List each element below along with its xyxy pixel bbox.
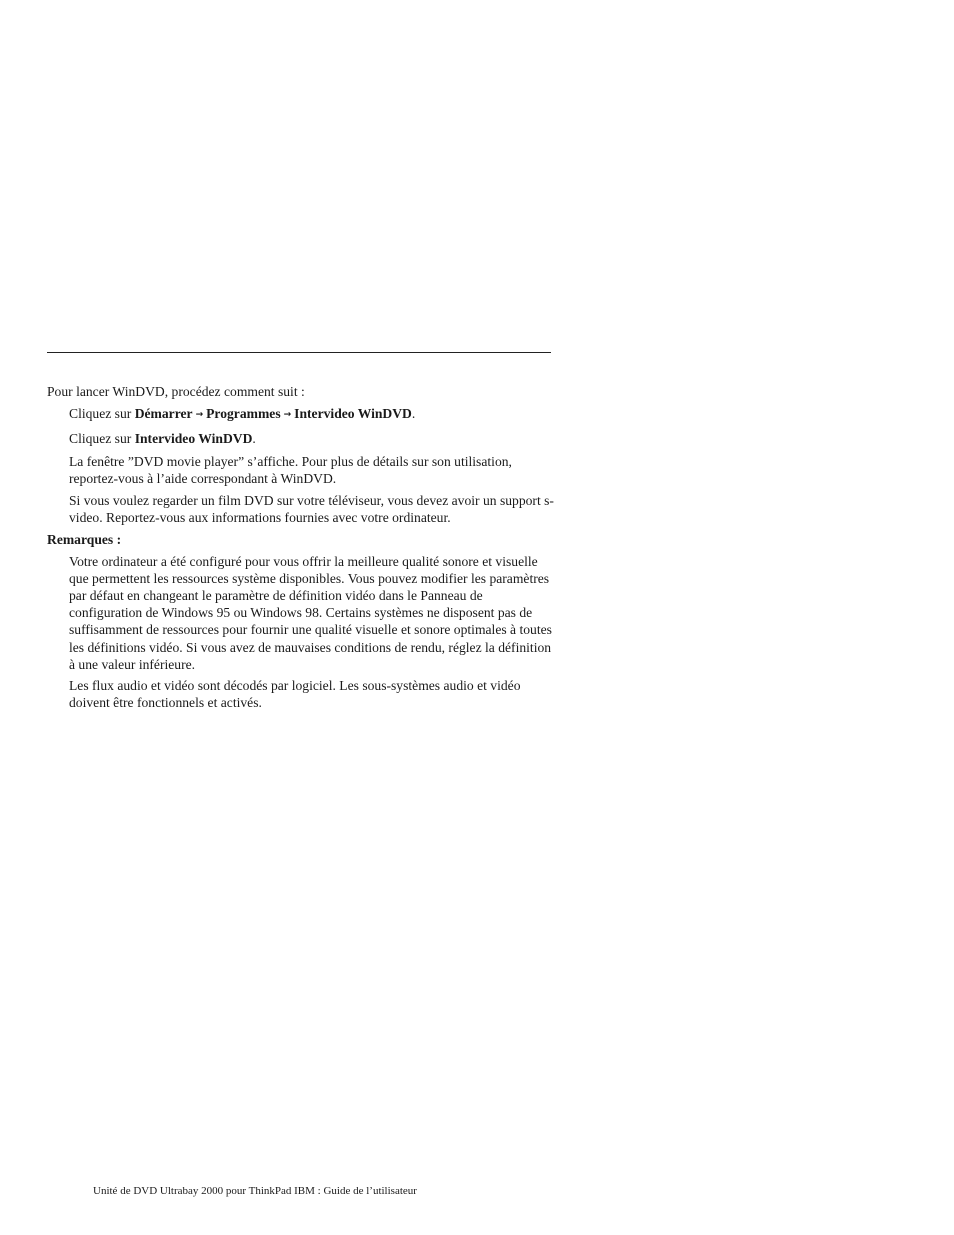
step-tv-svideo: Si vous voulez regarder un film DVD sur votre téléviseur, vous devez avoir un support s-video. Reportez-vous aux informations fournies avec votre ordinateur. (69, 493, 554, 526)
note-decoding: Les flux audio et vidéo sont décodés par logiciel. Les sous-systèmes audio et vidéo doivent être fonctionnels et activés. (69, 678, 521, 711)
menu-app: Intervideo WinDVD (294, 406, 412, 422)
step-prefix: Cliquez sur (69, 431, 135, 447)
menu-programs: Programmes (206, 406, 281, 422)
step-player-window: La fenêtre ”DVD movie player” s’affiche. Pour plus de détails sur son utilisation, reportez-vous à l’aide correspondant à WinDVD. (69, 453, 512, 486)
page-footer: Unité de DVD Ultrabay 2000 pour ThinkPad IBM : Guide de l’utilisateur (93, 1185, 417, 1197)
notes-heading: Remarques : (47, 532, 122, 548)
step-prefix: Cliquez sur (69, 406, 135, 422)
step-suffix: . (252, 431, 256, 447)
intro-text: Pour lancer WinDVD, procédez comment suit : (47, 384, 305, 399)
arrow-right-icon: → (195, 410, 204, 421)
arrow-right-icon: → (283, 410, 292, 421)
menu-start: Démarrer (134, 406, 193, 422)
app-name: Intervideo WinDVD (134, 431, 253, 447)
step-click-app (47, 430, 555, 447)
section-divider (47, 352, 551, 353)
note-quality: Votre ordinateur a été configuré pour vous offrir la meilleure qualité sonore et visuelle que permettent les ressources système disponibles. Vous pouvez modifier les paramètres par défaut en changeant le paramètre de définition vidéo dans le Panneau de configuration de Windows 95 ou Windows 98. Certains systèmes ne disposent pas de suffisamment de ressources pour fournir une qualité visuelle et sonore optimales à toutes les définitions vidéo. Si vous avez de mauvaises conditions de rendu, réglez la définition à une valeur inférieure. (69, 553, 552, 672)
step-start-menu (47, 405, 555, 425)
step-suffix: . (411, 406, 416, 422)
document-body (47, 383, 555, 715)
